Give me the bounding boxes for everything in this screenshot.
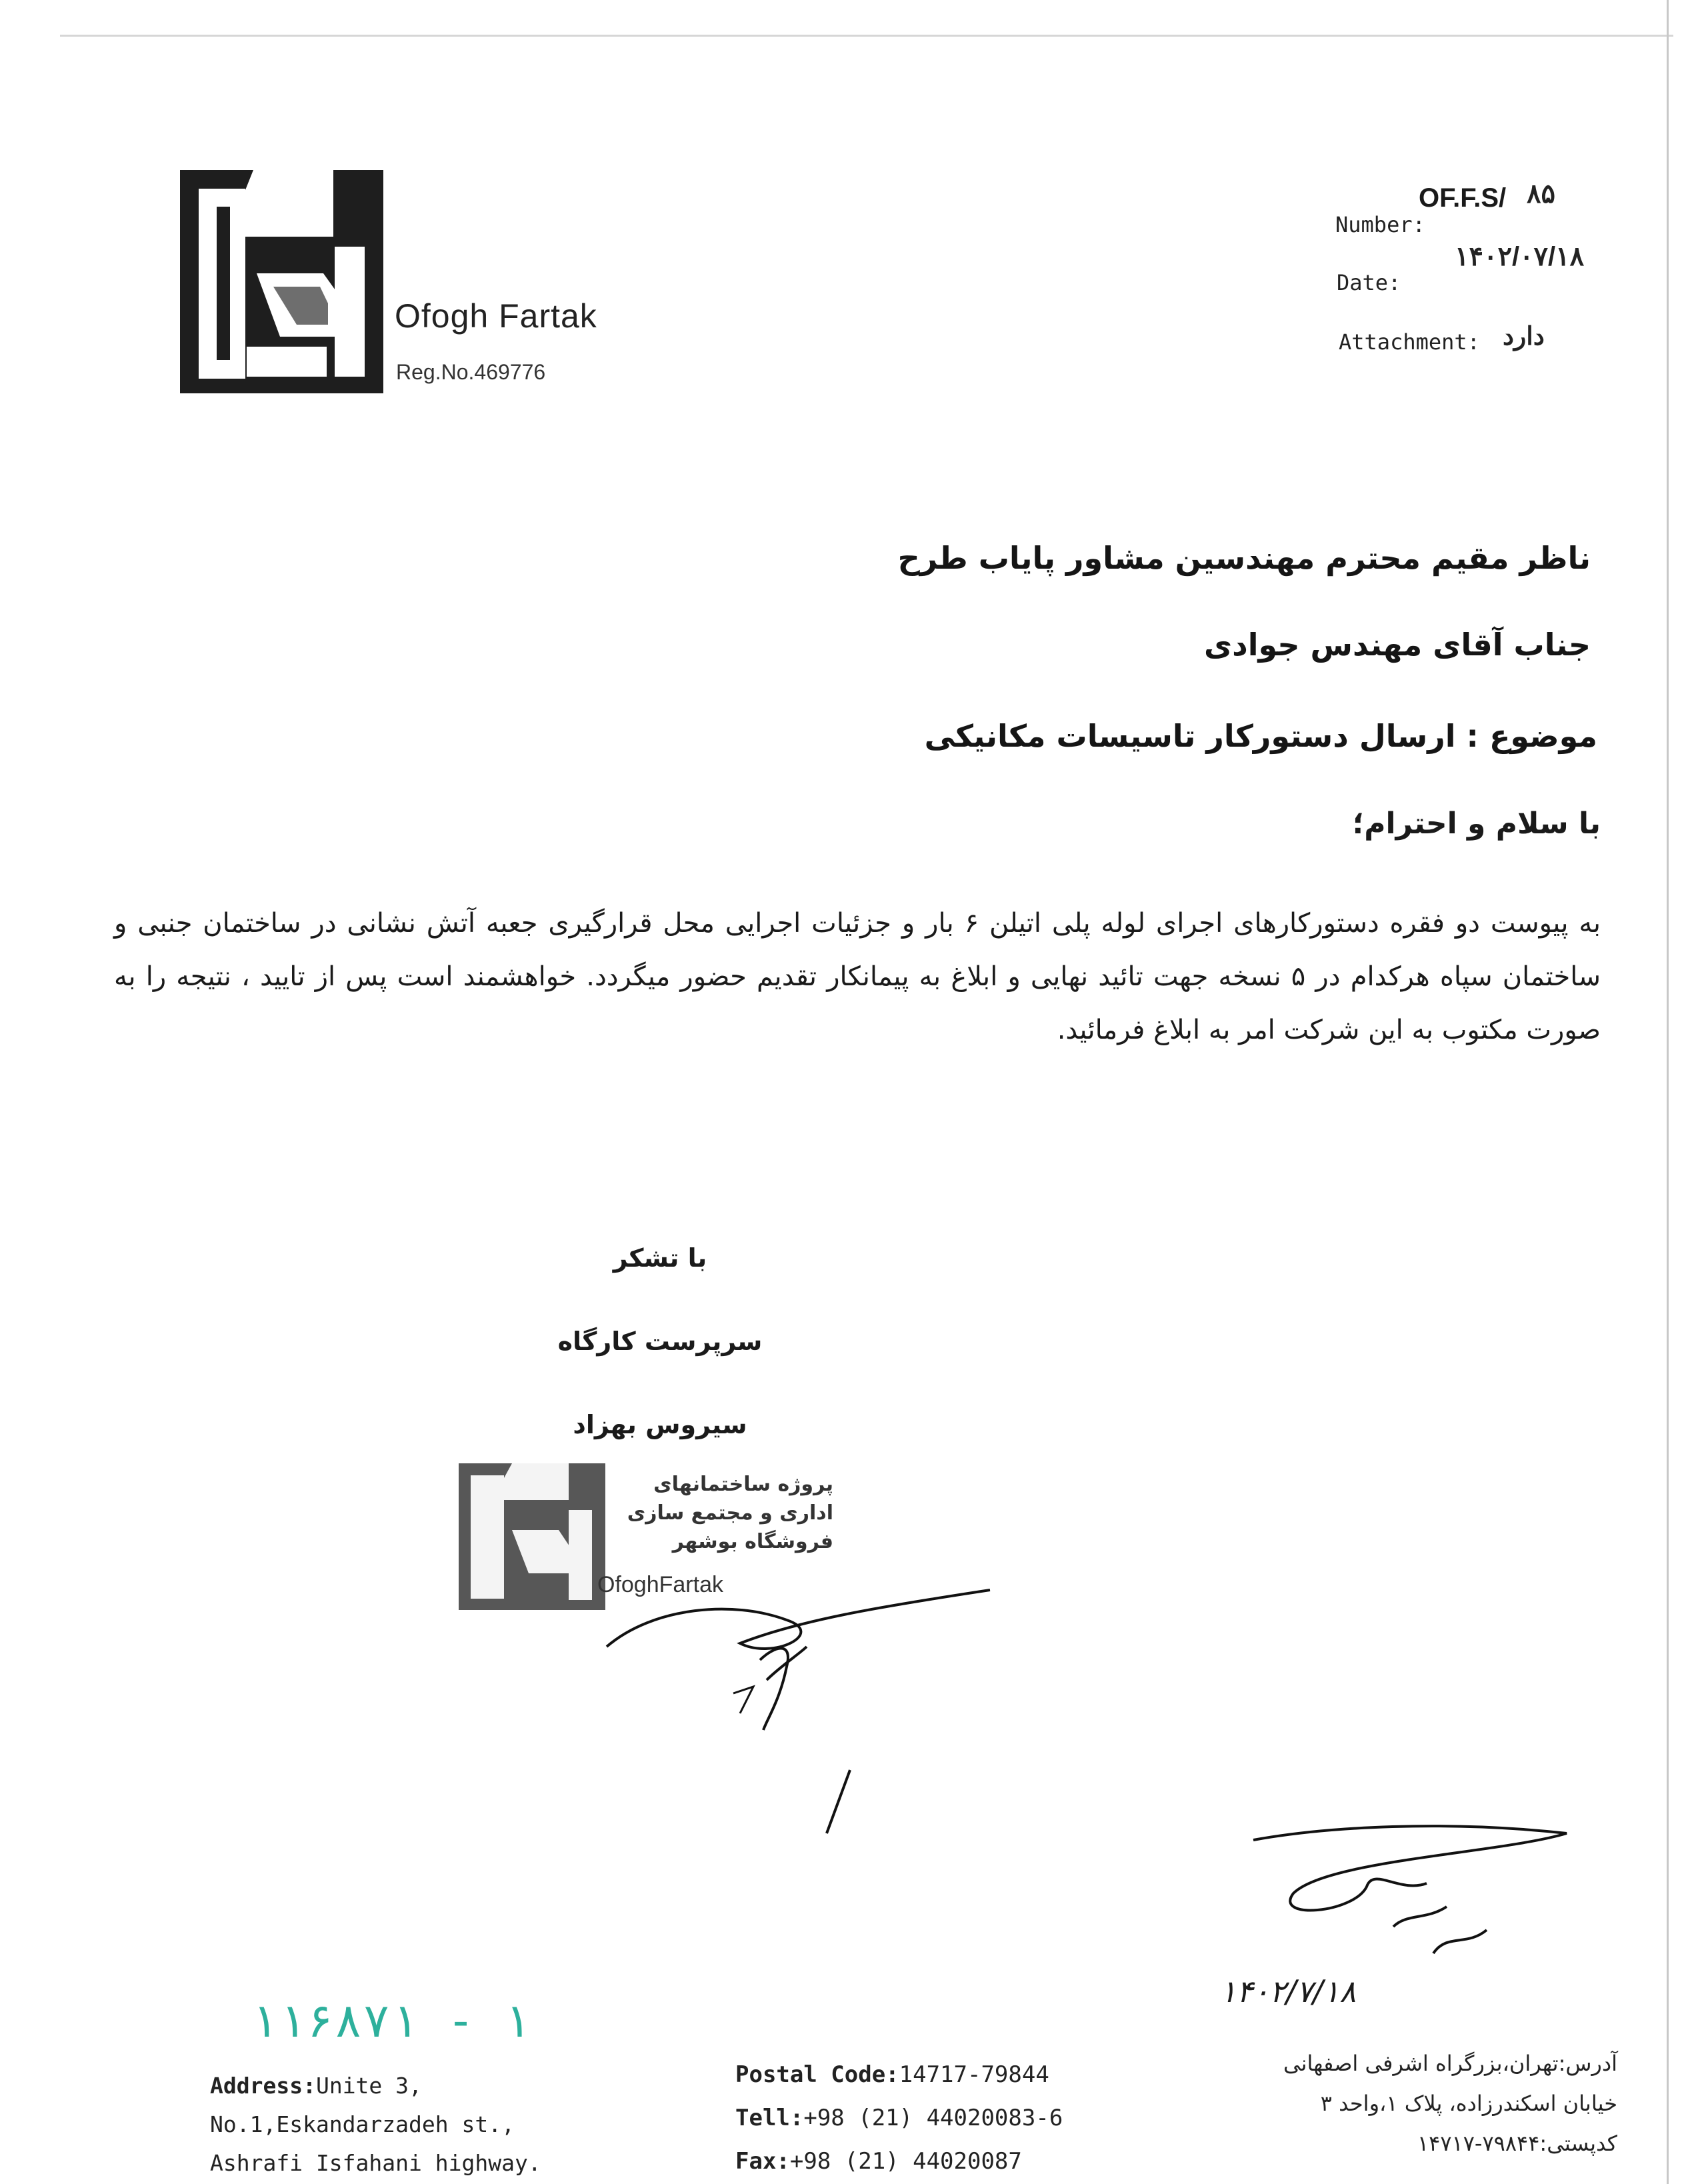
signature xyxy=(600,1580,1013,1733)
closing-text: با تشکر xyxy=(613,1243,707,1273)
signer-role: سرپرست کارگاه xyxy=(557,1327,763,1356)
fa-address-line-2: خیابان اسکندرزاده، پلاک ۱،واحد ۳ xyxy=(1320,2091,1617,2116)
received-signature xyxy=(1247,1813,1620,1973)
postal-value: 14717-79844 xyxy=(899,2061,1049,2088)
scan-edge-top xyxy=(60,35,1673,37)
company-name: Ofogh Fartak xyxy=(395,297,597,335)
stamp-logo xyxy=(459,1463,605,1610)
fa-postal-line: کدپستی:۷۹۸۴۴-۱۴۷۱۷ xyxy=(1417,2131,1617,2156)
pen-mark xyxy=(813,1767,867,1840)
tel-label: Tell: xyxy=(735,2105,804,2131)
fax-label: Fax: xyxy=(735,2148,790,2175)
letter-body: به پیوست دو فقره دستورکارهای اجرای لوله پلی اتیلن ۶ بار و جزئیات اجرایی محل قرارگیری جعبه آتش نشانی در ساختمان جنبی و ساختمان سپاه هرکدام در ۵ نسخه جهت تائید نهایی و ابلاغ به پیمانکار تقدیم حضور میگردد. خواهشمند است پس از تایید ، نتیجه را به صورت مکتوب به این شرکت امر به ابلاغ فرمائید. xyxy=(114,908,1601,1045)
attachment-value: دارد xyxy=(1503,323,1545,351)
address-line-1: Unite 3, xyxy=(315,2073,422,2099)
scan-edge-right xyxy=(1667,0,1669,2184)
address-line-2: No.1,Eskandarzadeh st., xyxy=(210,2111,515,2137)
company-logo xyxy=(180,170,383,393)
letter-number-prefix: OF.F.S/ xyxy=(1419,183,1507,213)
date-label: Date: xyxy=(1337,270,1401,295)
tel-value: +98 (21) 44020083-6 xyxy=(803,2105,1063,2131)
footer-address-fa xyxy=(1017,2043,1617,2163)
footer-address-en xyxy=(210,2067,541,2183)
fa-address-line-1: آدرس:تهران،بزرگراه اشرفی اصفهانی xyxy=(1283,2051,1617,2076)
registration-number: Reg.No.469776 xyxy=(396,360,546,384)
stamp-text xyxy=(593,1470,833,1556)
recipient-line-2: جناب آقای مهندس جوادی xyxy=(1204,627,1591,663)
letter-date-value: ۱۴۰۲/۰۷/۱۸ xyxy=(1455,242,1585,271)
stamp-line-1: پروژه ساختمانهای xyxy=(653,1473,833,1496)
stamp-line-2: اداری و مجتمع سازی xyxy=(627,1501,833,1525)
number-label: Number: xyxy=(1335,212,1425,237)
recipient-line-1: ناظر مقیم محترم مهندسین مشاور پایاب طرح xyxy=(897,540,1591,576)
ledger-number: ۱۱۶۸۷۱ - ۱ xyxy=(250,1993,531,2048)
letter-number-value: ۸۵ xyxy=(1527,179,1555,209)
letter-greeting: با سلام و احترام؛ xyxy=(1352,807,1601,841)
footer-contact xyxy=(735,2053,1063,2183)
signer-name: سیروس بهزاد xyxy=(573,1410,747,1439)
address-line-3: Ashrafi Isfahani highway. xyxy=(210,2150,541,2176)
received-date: ۱۴۰۲/۷/۱۸ xyxy=(1220,1973,1356,2009)
letter-subject: موضوع : ارسال دستورکار تاسیسات مکانیکی xyxy=(924,718,1597,754)
stamp-line-3: فروشگاه بوشهر xyxy=(672,1530,833,1553)
fax-value: +98 (21) 44020087 xyxy=(789,2148,1022,2175)
address-label: Address: xyxy=(210,2073,316,2099)
postal-label: Postal Code: xyxy=(735,2061,899,2088)
stamp-company-name: OfoghFartak xyxy=(597,1572,723,1597)
attachment-label: Attachment: xyxy=(1339,329,1480,355)
